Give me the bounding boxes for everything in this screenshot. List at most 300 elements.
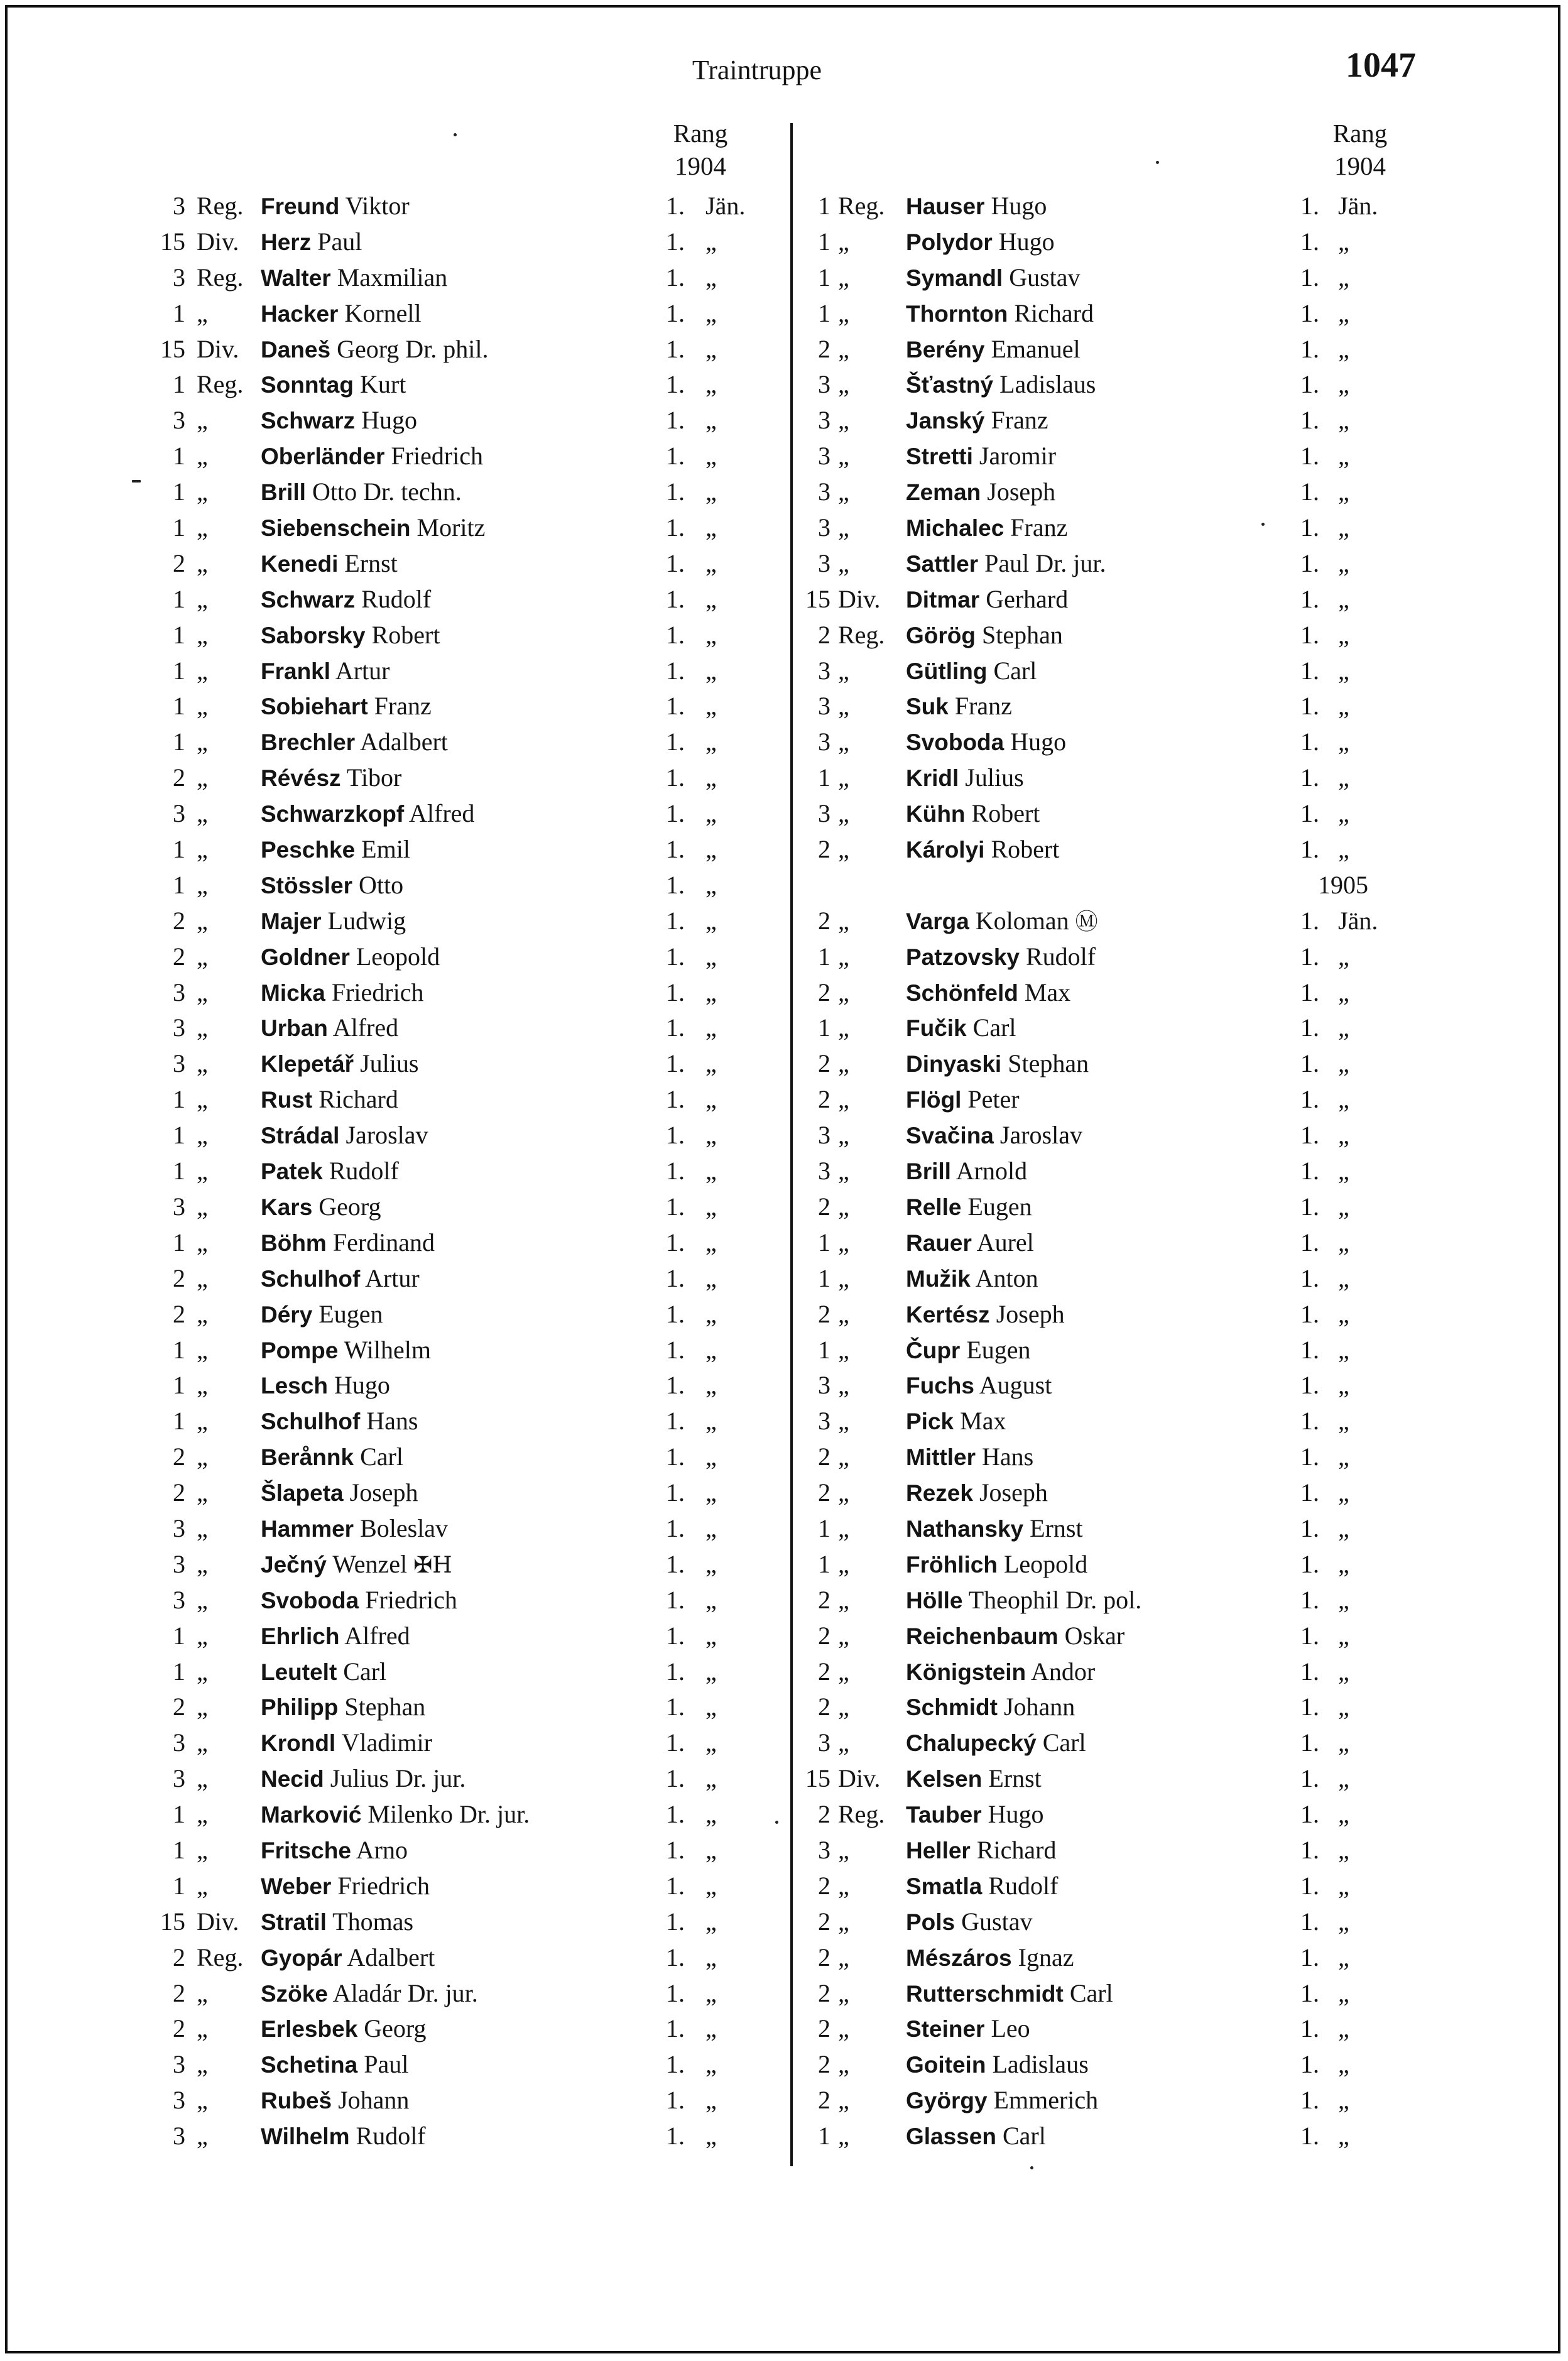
given-name: Robert — [991, 835, 1060, 864]
rank-date-day: 1. — [1300, 1442, 1319, 1471]
rang-year: 1904 — [675, 151, 726, 180]
rank-date-day: 1. — [1300, 1085, 1319, 1114]
officer-name — [261, 1261, 420, 1297]
unit-number: 3 — [818, 1835, 830, 1864]
unit-number: 1 — [173, 477, 185, 506]
officer-name — [906, 582, 1068, 618]
unit-number: 1 — [173, 656, 185, 685]
unit-type: „ — [197, 1871, 208, 1900]
rank-date-day: 1. — [1300, 192, 1319, 220]
roster-entry — [793, 2083, 1421, 2118]
rank-date-month: „ — [705, 1943, 717, 1971]
rank-date-day: 1. — [666, 1693, 685, 1721]
unit-number: 3 — [173, 1049, 185, 1078]
rank-date-day: 1. — [1300, 1192, 1319, 1221]
unit-number: 1 — [173, 870, 185, 899]
unit-number: 2 — [818, 1442, 830, 1471]
given-name: August — [979, 1371, 1052, 1400]
unit-type: „ — [838, 298, 849, 327]
surname: Révész — [261, 765, 341, 792]
rank-date-day: 1. — [1300, 656, 1319, 685]
roster-entry — [793, 1189, 1421, 1225]
officer-name — [261, 1547, 452, 1584]
officer-name — [261, 1333, 431, 1369]
surname: Szöke — [261, 1980, 328, 2007]
unit-type: „ — [197, 298, 208, 327]
surname: Daneš — [261, 336, 331, 363]
rank-date-day: 1. — [1300, 692, 1319, 721]
roster-entry — [129, 1689, 782, 1725]
officer-name — [261, 796, 474, 832]
unit-type: „ — [197, 1657, 208, 1686]
unit-number: 3 — [173, 192, 185, 220]
rank-date-month: „ — [1338, 1263, 1349, 1292]
surname: Böhm — [261, 1230, 327, 1256]
given-name: Eugen — [967, 1192, 1032, 1221]
unit-type: Reg. — [197, 263, 244, 292]
rank-date-month: „ — [705, 263, 717, 292]
rank-date-day: 1. — [1300, 906, 1319, 935]
rank-date-month: „ — [705, 1121, 717, 1150]
unit-type: „ — [197, 477, 208, 506]
unit-type: Div. — [197, 227, 239, 256]
surname: Zeman — [906, 479, 981, 506]
officer-name — [261, 868, 403, 904]
given-name: Hans — [982, 1442, 1034, 1471]
surname: Kars — [261, 1194, 313, 1220]
rank-date-month: „ — [1338, 1335, 1349, 1364]
unit-number: 1 — [818, 1549, 830, 1578]
rank-date-day: 1. — [666, 513, 685, 542]
unit-number: 3 — [173, 2086, 185, 2115]
rank-date-month: „ — [705, 1085, 717, 1114]
surname: Hacker — [261, 300, 339, 327]
unit-number: 2 — [818, 2086, 830, 2115]
unit-number: 2 — [818, 1800, 830, 1829]
surname: Stretti — [906, 444, 973, 470]
rank-date-month: „ — [705, 835, 717, 864]
unit-type: „ — [838, 1513, 849, 1542]
rank-date-month: „ — [1338, 2050, 1349, 2079]
unit-number: 2 — [818, 2014, 830, 2043]
unit-type: „ — [197, 2014, 208, 2043]
unit-type: „ — [197, 978, 208, 1006]
officer-name — [261, 1475, 418, 1512]
surname: Frankl — [261, 658, 331, 684]
given-name: Gerhard — [986, 584, 1069, 613]
rank-date-month: „ — [705, 1157, 717, 1186]
rank-date-month: „ — [705, 1013, 717, 1042]
unit-type: „ — [197, 1013, 208, 1042]
rank-date-day: 1. — [666, 1228, 685, 1257]
surname: Herz — [261, 229, 312, 255]
rank-date-day: 1. — [666, 763, 685, 792]
roster-entry — [129, 1333, 782, 1368]
unit-number: 2 — [818, 978, 830, 1006]
officer-name — [906, 832, 1059, 868]
rank-date-day: 1. — [1300, 1335, 1319, 1364]
rank-date-day: 1. — [1300, 1621, 1319, 1650]
roster-entry — [793, 975, 1421, 1011]
rank-date-month: „ — [705, 620, 717, 649]
given-name: Hugo — [334, 1371, 390, 1400]
officer-name — [261, 1583, 457, 1619]
given-name: Hugo — [991, 192, 1047, 220]
rank-date-day: 1. — [1300, 370, 1319, 399]
given-name: Theophil Dr. pol. — [968, 1585, 1142, 1614]
rank-date-month: „ — [1338, 1121, 1349, 1150]
unit-number: 3 — [173, 1013, 185, 1042]
surname: Flögl — [906, 1087, 962, 1113]
unit-number: 1 — [173, 370, 185, 399]
unit-number: 3 — [173, 1549, 185, 1578]
officer-name — [906, 1547, 1087, 1583]
roster-entry — [129, 1010, 782, 1046]
unit-number: 1 — [173, 1085, 185, 1114]
unit-number: 2 — [818, 1871, 830, 1900]
rank-date-day: 1. — [1300, 1657, 1319, 1686]
surname: Pompe — [261, 1337, 339, 1363]
unit-type: Reg. — [197, 1943, 244, 1971]
unit-number: 2 — [818, 334, 830, 363]
given-name: Hugo — [988, 1800, 1044, 1829]
unit-type: „ — [197, 1121, 208, 1150]
unit-type: Div. — [197, 1907, 239, 1936]
unit-number: 15 — [160, 334, 185, 363]
given-name: Robert — [971, 799, 1040, 828]
officer-name — [906, 1189, 1032, 1226]
given-name: Franz — [954, 692, 1012, 721]
roster-entry — [793, 1297, 1421, 1333]
unit-number: 1 — [173, 1407, 185, 1436]
unit-type: „ — [838, 406, 849, 435]
surname: Suk — [906, 694, 949, 720]
unit-type: „ — [838, 227, 849, 256]
officer-name — [261, 1976, 478, 2012]
roster-entry — [129, 510, 782, 546]
surname: Gütling — [906, 658, 988, 684]
rank-date-month: „ — [1338, 1228, 1349, 1257]
rank-date-month: „ — [705, 799, 717, 828]
given-name: Gustav — [1009, 263, 1081, 292]
given-name: Hans — [366, 1407, 418, 1436]
unit-type: „ — [197, 870, 208, 899]
roster-entry — [793, 1082, 1421, 1118]
rank-date-month: „ — [705, 584, 717, 613]
roster-entry — [793, 1868, 1421, 1904]
rank-date-month: „ — [1338, 548, 1349, 577]
rank-date-month: „ — [705, 1978, 717, 2007]
rank-date-month: „ — [705, 2050, 717, 2079]
unit-number: 1 — [173, 513, 185, 542]
surname: Kridl — [906, 765, 959, 792]
unit-type: „ — [838, 1585, 849, 1614]
roster-entry — [129, 1297, 782, 1333]
unit-number: 2 — [818, 1621, 830, 1650]
given-name: Maxmilian — [337, 263, 448, 292]
rank-date-month: „ — [705, 370, 717, 399]
given-name: Rudolf — [1026, 942, 1096, 971]
rank-date-month: „ — [1338, 1621, 1349, 1650]
unit-type: „ — [838, 1085, 849, 1114]
rank-date-month: „ — [705, 2014, 717, 2043]
officer-name — [906, 618, 1063, 654]
unit-number: 2 — [818, 1192, 830, 1221]
given-name: Stephan — [981, 620, 1063, 649]
rank-date-day: 1. — [666, 1657, 685, 1686]
unit-number: 1 — [173, 620, 185, 649]
unit-number: 3 — [818, 442, 830, 471]
roster-entry — [793, 1368, 1421, 1404]
rank-date-month: „ — [1338, 513, 1349, 542]
roster-entry — [129, 1082, 782, 1118]
rank-date-day: 1. — [666, 370, 685, 399]
unit-number: 2 — [818, 1478, 830, 1507]
unit-type: „ — [197, 2050, 208, 2079]
unit-type: „ — [838, 763, 849, 792]
print-speck — [454, 133, 457, 136]
officer-name — [906, 903, 1098, 941]
year-subheading: 1905 — [1318, 870, 1368, 899]
rank-date-month: „ — [1338, 584, 1349, 613]
surname: Necid — [261, 1766, 324, 1792]
surname: György — [906, 2088, 988, 2114]
surname: Hölle — [906, 1587, 963, 1613]
roster-entry — [793, 1118, 1421, 1153]
given-name: Georg — [364, 2014, 427, 2043]
roster-entry — [129, 403, 782, 439]
unit-number: 2 — [818, 1978, 830, 2007]
rank-date-day: 1. — [666, 1585, 685, 1614]
rank-date-day: 1. — [666, 406, 685, 435]
roster-entry — [793, 1046, 1421, 1082]
given-name: Max — [1024, 978, 1071, 1006]
unit-type: „ — [197, 1299, 208, 1328]
roster-entry — [793, 1261, 1421, 1297]
unit-type: „ — [838, 978, 849, 1006]
officer-name — [906, 975, 1070, 1011]
rank-date-day: 1. — [666, 2050, 685, 2079]
roster-entry — [129, 939, 782, 975]
given-name: Artur — [335, 656, 390, 685]
rank-date-month: „ — [705, 1263, 717, 1292]
officer-name — [261, 2118, 426, 2155]
roster-entry — [793, 832, 1421, 868]
surname: Ehrlich — [261, 1623, 340, 1649]
roster-entry — [129, 1976, 782, 2012]
officer-name — [906, 1368, 1052, 1404]
rank-date-month: „ — [705, 1549, 717, 1578]
unit-number: 1 — [173, 584, 185, 613]
rank-date-day: 1. — [666, 1728, 685, 1757]
unit-type: „ — [197, 1192, 208, 1221]
given-name: Franz — [991, 406, 1048, 435]
unit-number: 2 — [173, 1478, 185, 1507]
surname: Kenedi — [261, 550, 339, 577]
roster-entry — [793, 1153, 1421, 1189]
surname: Chalupecký — [906, 1730, 1037, 1757]
unit-type: „ — [838, 1121, 849, 1150]
given-name: Julius Dr. jur. — [330, 1764, 466, 1793]
roster-entry — [129, 2047, 782, 2083]
unit-type: „ — [838, 1657, 849, 1686]
rank-date-month: „ — [1338, 477, 1349, 506]
rank-date-month: „ — [1338, 1657, 1349, 1686]
given-name: Moritz — [416, 513, 486, 542]
rank-date-day: 1. — [1300, 1800, 1319, 1829]
unit-number: 3 — [818, 1157, 830, 1186]
unit-number: 2 — [173, 1943, 185, 1971]
given-name: Arno — [356, 1835, 408, 1864]
unit-type: „ — [197, 620, 208, 649]
rank-date-day: 1. — [666, 1299, 685, 1328]
officer-name — [906, 1153, 1027, 1190]
roster-entry — [793, 939, 1421, 975]
given-name: Julius — [965, 763, 1024, 792]
unit-number: 3 — [818, 513, 830, 542]
roster-entry — [793, 796, 1421, 832]
rank-date-month: „ — [705, 1657, 717, 1686]
given-name: Paul Dr. jur. — [984, 548, 1106, 577]
roster-entry — [129, 296, 782, 332]
given-name: Wenzel — [332, 1549, 408, 1578]
officer-name — [906, 689, 1012, 725]
given-name: Joseph — [996, 1299, 1065, 1328]
rank-date-month: „ — [1338, 2086, 1349, 2115]
officer-name — [261, 975, 423, 1011]
surname: Strádal — [261, 1123, 340, 1149]
surname: Königstein — [906, 1659, 1026, 1685]
given-name: Peter — [967, 1085, 1020, 1114]
officer-name — [261, 760, 401, 797]
officer-name — [261, 1189, 381, 1226]
rank-date-month: „ — [1338, 1407, 1349, 1436]
unit-type: „ — [197, 1371, 208, 1400]
roster-entry — [129, 1547, 782, 1583]
given-name: Stephan — [1008, 1049, 1089, 1078]
rank-date-month: Jän. — [1338, 906, 1378, 935]
officer-name — [261, 1904, 413, 1941]
surname: Symandl — [906, 264, 1003, 291]
officer-name — [906, 653, 1037, 690]
unit-type: „ — [197, 1693, 208, 1721]
surname: Fröhlich — [906, 1551, 998, 1578]
given-name: Ignaz — [1018, 1943, 1074, 1971]
rang-header-right — [1307, 117, 1413, 182]
officer-name — [906, 332, 1081, 368]
roster-entry — [129, 260, 782, 296]
rank-date-month: „ — [1338, 799, 1349, 828]
unit-type: „ — [838, 263, 849, 292]
surname: Schulhof — [261, 1265, 361, 1292]
roster-entry — [793, 296, 1421, 332]
roster-entry — [793, 510, 1421, 546]
rank-date-day: 1. — [666, 1121, 685, 1150]
roster-entry — [793, 2011, 1421, 2047]
rank-date-month: „ — [1338, 1728, 1349, 1757]
rank-date-month: „ — [705, 1478, 717, 1507]
surname: Brill — [906, 1159, 951, 1185]
unit-type: „ — [197, 906, 208, 935]
unit-number: 3 — [173, 2050, 185, 2079]
rank-date-month: „ — [1338, 1442, 1349, 1471]
rank-date-month: „ — [705, 1621, 717, 1650]
rank-date-month: „ — [1338, 620, 1349, 649]
left-column — [129, 188, 782, 2154]
officer-name — [906, 2011, 1030, 2047]
officer-name — [906, 2083, 1098, 2119]
surname: Heller — [906, 1837, 971, 1863]
given-name: Aladár Dr. jur. — [332, 1978, 478, 2007]
roster-entry — [129, 188, 782, 224]
rank-date-day: 1. — [1300, 1835, 1319, 1864]
unit-number: 3 — [818, 548, 830, 577]
rank-date-day: 1. — [1300, 513, 1319, 542]
unit-number: 1 — [818, 192, 830, 220]
rank-date-day: 1. — [666, 1407, 685, 1436]
roster-entry — [129, 2011, 782, 2047]
surname: Berény — [906, 336, 985, 363]
surname: Svačina — [906, 1123, 994, 1149]
unit-number: 3 — [818, 728, 830, 756]
surname: Patzovsky — [906, 944, 1020, 970]
roster-entry — [793, 1511, 1421, 1547]
given-name: Carl — [1002, 2122, 1046, 2151]
officer-name — [906, 403, 1048, 439]
officer-name — [261, 1689, 425, 1726]
rank-date-day: 1. — [1300, 1764, 1319, 1793]
rank-date-month: „ — [1338, 1835, 1349, 1864]
rank-date-month: „ — [1338, 1513, 1349, 1542]
rank-date-day: 1. — [666, 584, 685, 613]
rank-date-month: „ — [1338, 1085, 1349, 1114]
roster-entry — [129, 439, 782, 474]
rank-date-month: „ — [1338, 1549, 1349, 1578]
rank-date-day: 1. — [666, 1978, 685, 2007]
given-name: Hugo — [361, 406, 418, 435]
given-name: Rudolf — [988, 1871, 1059, 1900]
unit-type: „ — [197, 2122, 208, 2151]
rank-date-month: „ — [705, 1585, 717, 1614]
given-name: Robert — [371, 620, 440, 649]
unit-number: 3 — [818, 1371, 830, 1400]
rank-date-day: 1. — [1300, 2014, 1319, 2043]
unit-type: „ — [838, 1013, 849, 1042]
given-name: Thomas — [332, 1907, 414, 1936]
surname: Rust — [261, 1087, 313, 1113]
given-name: Ferdinand — [332, 1228, 435, 1257]
surname: Sobiehart — [261, 694, 368, 720]
rank-date-day: 1. — [1300, 942, 1319, 971]
unit-number: 1 — [173, 1657, 185, 1686]
given-name: Koloman — [975, 906, 1069, 935]
officer-name — [261, 188, 410, 225]
unit-number: 1 — [173, 1335, 185, 1364]
given-name: Franz — [374, 692, 432, 721]
roster-entry — [129, 1761, 782, 1797]
roster-entry — [129, 1189, 782, 1225]
rank-date-day: 1. — [666, 1157, 685, 1186]
officer-name — [261, 939, 440, 976]
unit-type: „ — [197, 1513, 208, 1542]
officer-name — [261, 1368, 390, 1404]
roster-entry — [129, 618, 782, 653]
rank-date-day: 1. — [666, 799, 685, 828]
rank-date-day: 1. — [666, 263, 685, 292]
given-name: Eugen — [966, 1335, 1031, 1364]
officer-name — [261, 903, 406, 940]
surname: Brechler — [261, 729, 356, 756]
